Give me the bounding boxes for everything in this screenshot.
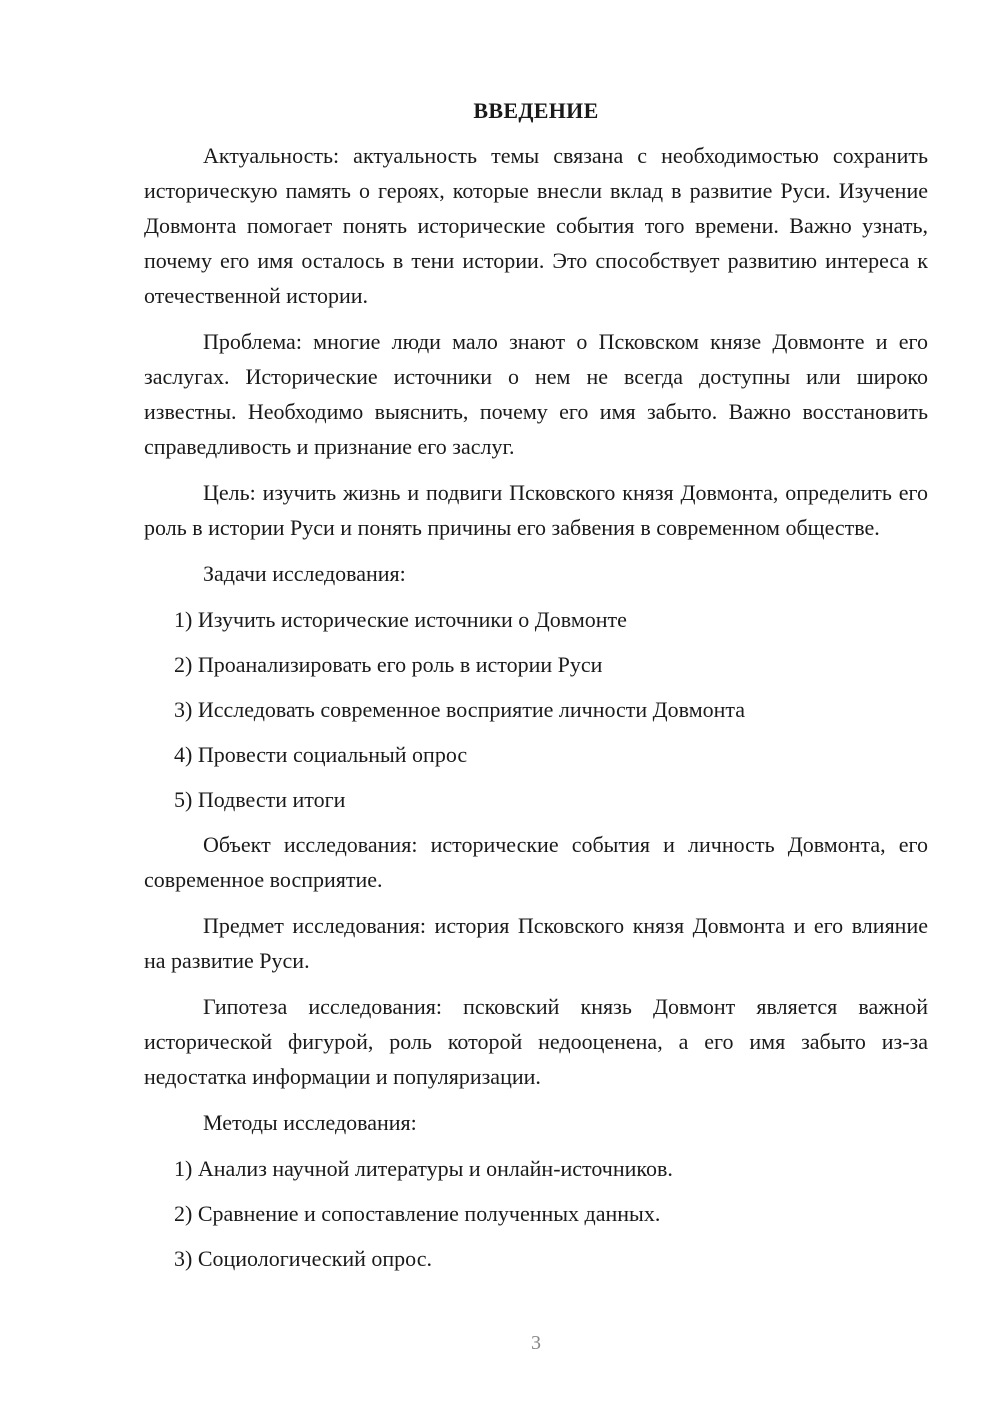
- methods-title: Методы исследования:: [203, 1110, 417, 1135]
- goal-paragraph: Цель: изучить жизнь и подвиги Псковского князя Довмонта, определить его роль в истории Руси и понять причины его забвения в современном обществе.: [144, 480, 928, 540]
- list-item: 2) Сравнение и сопоставление полученных данных.: [174, 1201, 661, 1226]
- page-number: 3: [531, 1332, 541, 1354]
- problem-paragraph: Проблема: многие люди мало знают о Псковском князе Довмонте и его заслугах. Исторические источники о нем не всегда доступны или широко известны. Необходимо выяснить, почему его имя забыто. Важно восстановить справедливость и признание его заслуг.: [144, 329, 928, 459]
- tasks-list: [144, 602, 928, 817]
- document-page: [144, 96, 928, 1286]
- list-item: 2) Проанализировать его роль в истории Руси: [174, 652, 603, 677]
- hypothesis-paragraph: Гипотеза исследования: псковский князь Довмонт является важной исторической фигурой, роль которой недооценена, а его имя забыто из-за недостатка информации и популяризации.: [144, 994, 928, 1089]
- list-item: 3) Исследовать современное восприятие личности Довмонта: [174, 697, 746, 722]
- section-heading: ВВЕДЕНИЕ: [473, 98, 599, 123]
- relevance-paragraph: Актуальность: актуальность темы связана с необходимостью сохранить историческую память о героях, которые внесли вклад в развитие Руси. Изучение Довмонта помогает понять исторические события того времени. Важно узнать, почему его имя осталось в тени истории. Это способствует развитию интереса к отечественной истории.: [144, 143, 928, 308]
- list-item: 3) Социологический опрос.: [174, 1246, 432, 1271]
- object-paragraph: Объект исследования: исторические события и личность Довмонта, его современное восприятие.: [144, 832, 928, 892]
- list-item: 5) Подвести итоги: [174, 787, 346, 812]
- list-item: 4) Провести социальный опрос: [174, 742, 468, 767]
- tasks-title: Задачи исследования:: [203, 561, 406, 586]
- list-item: 1) Изучить исторические источники о Довмонте: [174, 607, 627, 632]
- list-item: 1) Анализ научной литературы и онлайн-источников.: [174, 1156, 673, 1181]
- methods-list: [144, 1151, 928, 1276]
- subject-paragraph: Предмет исследования: история Псковского князя Довмонта и его влияние на развитие Руси.: [144, 913, 928, 973]
